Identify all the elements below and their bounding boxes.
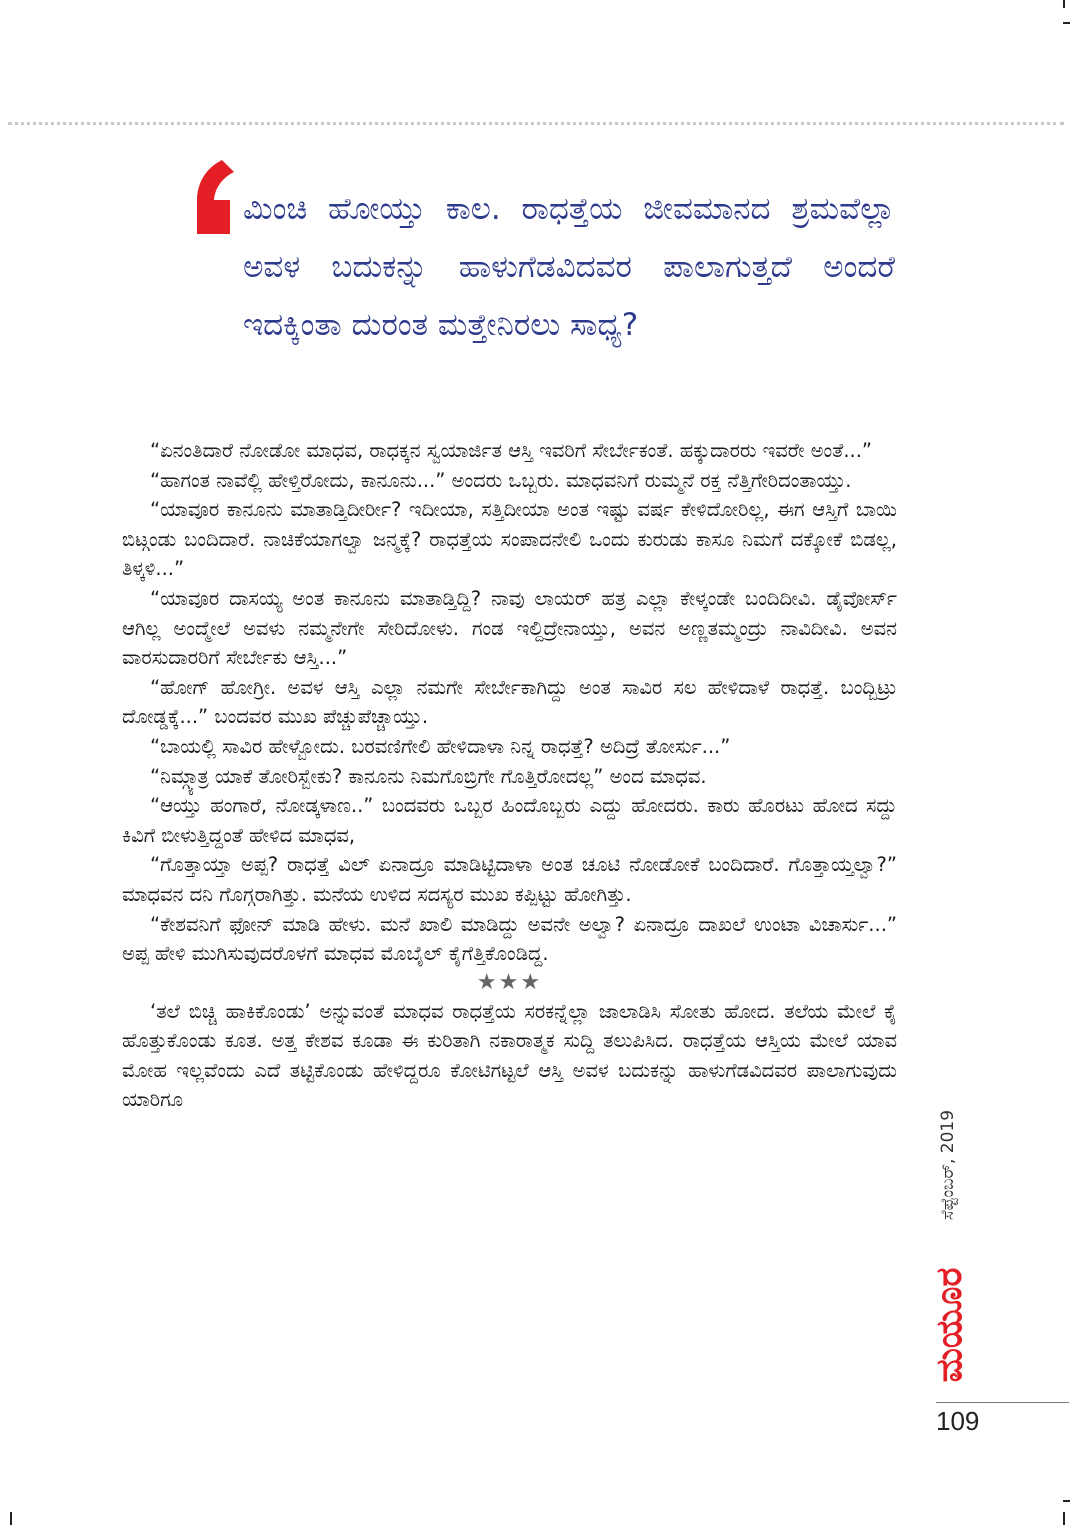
paragraph: “ಹೋಗ್ ಹೋಗ್ರೀ. ಅವಳ ಆಸ್ತಿ ಎಲ್ಲಾ ನಮಗೇ ಸೇರ್ಬೇಕಾಗಿದ್ದು ಅಂತ ಸಾವಿರ ಸಲ ಹೇಳಿದಾಳೆ ರಾಧತ್ತೆ. ಬಂದ್ಬಿಟ್ರು ದೋಡ್ಡಕ್ಕೆ...” ಬಂದವರ ಮುಖ ಪೆಚ್ಚುಪೆಚ್ಚಾಯ್ತು. [122, 675, 897, 729]
issue-date [918, 1085, 978, 1245]
magazine-logo [928, 1255, 972, 1395]
crop-mark-bottom-right [1063, 1512, 1065, 1525]
paragraph: “ಏನಂತಿದಾರೆ ನೋಡೋ ಮಾಧವ, ರಾಧಕ್ಕನ ಸ್ವಯಾರ್ಜಿತ ಆಸ್ತಿ ಇವರಿಗೆ ಸೇರ್ಬೇಕಂತೆ. ಹಕ್ಕುದಾರರು ಇವರೇ ಅಂತೆ...” [150, 439, 873, 462]
paragraph: “ಆಯ್ತು ಹಂಗಾರೆ, ನೋಡ್ಕಳಾಣ..” ಬಂದವರು ಒಬ್ಬರ ಹಿಂದೊಬ್ಬರು ಎದ್ದು ಹೋದರು. ಕಾರು ಹೊರಟು ಹೋದ ಸದ್ದು ಕಿವಿಗೆ ಬೀಳುತ್ತಿದ್ದಂತೆ ಹೇಳಿದ ಮಾಧವ, [122, 794, 897, 847]
page-number: 109 [936, 1406, 980, 1436]
article-body [122, 436, 897, 1115]
paragraph: “ಬಾಯಲ್ಲಿ ಸಾವಿರ ಹೇಳ್ಬೋದು. ಬರವಣಿಗೇಲಿ ಹೇಳಿದಾಳಾ ನಿನ್ನ ರಾಧತ್ತೆ? ಅದಿದ್ರೆ ತೋರ್ಸು...” [150, 734, 731, 758]
dotted-divider [8, 122, 1064, 125]
crop-mark-right [1063, 1500, 1070, 1502]
paragraph: “ಯಾವೂರ ದಾಸಯ್ಯ ಅಂತ ಕಾನೂನು ಮಾತಾಡ್ತಿದ್ದಿ? ನಾವು ಲಾಯರ್ ಹತ್ರ ಎಲ್ಲಾ ಕೇಳ್ಕಂಡೇ ಬಂದಿದೀವಿ. ಡೈವೋರ್ಸ್ ಆಗಿಲ್ಲ ಅಂದ್ಮೇಲೆ ಅವಳು ನಮ್ಮನೇಗೇ ಸೇರಿದೋಳು. ಗಂಡ ಇಲ್ದಿದ್ರೇನಾಯ್ತು, ಅವನ ಅಣ್ಣತಮ್ಮಂದ್ರು ನಾವಿದೀವಿ. ಅವನ ವಾರಸುದಾರರಿಗೆ ಸೇರ್ಬೇಕು ಆಸ್ತಿ...” [122, 586, 897, 670]
page-number-rule [936, 1402, 1069, 1403]
paragraph: “ಗೊತ್ತಾಯ್ತಾ ಅಪ್ಪ? ರಾಧತ್ತೆ ವಿಲ್ ಏನಾದ್ರೂ ಮಾಡಿಟ್ಟಿದಾಳಾ ಅಂತ ಚೂಟಿ ನೋಡೋಕೆ ಬಂದಿದಾರೆ. ಗೊತ್ತಾಯ್ತಲ್ವಾ?” ಮಾಧವನ ದನಿ ಗೊಗ್ಗರಾಗಿತ್ತು. ಮನೆಯ ಉಳಿದ ಸದಸ್ಯರ ಮುಖ ಕಪ್ಪಿಟ್ಟು ಹೋಗಿತ್ತು. [122, 853, 897, 906]
quote-mark-icon [192, 158, 238, 238]
paragraph: “ಹಾಗಂತ ನಾವೆಲ್ಲಿ ಹೇಳ್ತಿರೋದು, ಕಾನೂನು...” ಅಂದರು ಒಬ್ಬರು. ಮಾಧವನಿಗೆ ರುಮ್ಮನೆ ರಕ್ತ ನೆತ್ತಿಗೇರಿದಂತಾಯ್ತು. [150, 468, 852, 492]
paragraph: “ಯಾವೂರ ಕಾನೂನು ಮಾತಾಡ್ತಿದೀರ್ರೀ? ಇದೀಯಾ, ಸತ್ತಿದೀಯಾ ಅಂತ ಇಷ್ಟು ವರ್ಷ ಕೇಳಿದೋರಿಲ್ಲ, ಈಗ ಆಸ್ತಿಗೆ ಬಾಯಿ ಬಿಟ್ಗಂಡು ಬಂದಿದಾರೆ. ನಾಚಿಕೆಯಾಗಲ್ವಾ ಜನ್ಮಕ್ಕೆ? ರಾಧತ್ತೆಯ ಸಂಪಾದನೇಲಿ ಒಂದು ಕುರುಡು ಕಾಸೂ ನಿಮಗೆ ದಕ್ಕೋಕೆ ಬಿಡಲ್ಲ, ತಿಳ್ಕಳಿ...” [122, 498, 897, 581]
issue-date-text: ಸೆಪ್ಟೆಂಬರ್, 2019 [938, 1109, 958, 1221]
crop-mark-top [1063, 0, 1065, 8]
pull-quote: ಮಿಂಚಿ ಹೋಯ್ತು ಕಾಲ. ರಾಧತ್ತೆಯ ಜೀವಮಾನದ ಶ್ರಮವೆಲ್ಲಾ ಅವಳ ಬದುಕನ್ನು ಹಾಳುಗೆಡವಿದವರ ಪಾಲಾಗುತ್ತದೆ ಅಂದರೆ ಇದಕ್ಕಿಂತಾ ದುರಂತ ಮತ್ತೇನಿರಲು ಸಾಧ್ಯ? [243, 191, 895, 343]
paragraph: “ನಿಮ್ಗ್ಯಾತ್ರ ಯಾಕೆ ತೋರಿಸ್ಬೇಕು? ಕಾನೂನು ನಿಮಗೊಬ್ರಿಗೇ ಗೊತ್ತಿರೋದಲ್ಲ” ಅಂದ ಮಾಧವ. [150, 764, 707, 788]
crop-mark-top-right [1063, 22, 1070, 24]
section-separator: ★★★ [476, 969, 543, 995]
paragraph: “ಕೇಶವನಿಗೆ ಫೋನ್ ಮಾಡಿ ಹೇಳು. ಮನೆ ಖಾಲಿ ಮಾಡಿದ್ದು ಅವನೇ ಅಲ್ವಾ? ಏನಾದ್ರೂ ದಾಖಲೆ ಉಂಟಾ ವಿಚಾರ್ಸು...” ಅಪ್ಪ ಹೇಳಿ ಮುಗಿಸುವುದರೊಳಗೆ ಮಾಧವ ಮೊಬೈಲ್ ಕೈಗೆತ್ತಿಕೊಂಡಿದ್ದ. [122, 912, 897, 966]
paragraph: ‘ತಲೆ ಬಿಚ್ಚಿ ಹಾಕಿಕೊಂಡು’ ಅನ್ನುವಂತೆ ಮಾಧವ ರಾಧತ್ತೆಯ ಸರಕನ್ನೆಲ್ಲಾ ಜಾಲಾಡಿಸಿ ಸೋತು ಹೋದ. ತಲೆಯ ಮೇಲೆ ಕೈ ಹೊತ್ತುಕೊಂಡು ಕೂತ. ಅತ್ತ ಕೇಶವ ಕೂಡಾ ಈ ಕುರಿತಾಗಿ ನಕಾರಾತ್ಮಕ ಸುದ್ದಿ ತಲುಪಿಸಿದ. ರಾಧತ್ತೆಯ ಆಸ್ತಿಯ ಮೇಲೆ ಯಾವ ಮೋಹ ಇಲ್ಲವೆಂದು ಎದೆ ತಟ್ಟಿಕೊಂಡು ಹೇಳಿದ್ದರೂ ಕೋಟಿಗಟ್ಟಲೆ ಆಸ್ತಿ ಅವಳ ಬದುಕನ್ನು ಹಾಳುಗೆಡವಿದವರ ಪಾಲಾಗುವುದು ಯಾರಿಗೂ [122, 999, 897, 1112]
crop-mark-bottom-left [10, 1512, 12, 1525]
magazine-logo-text: ಮಯೂರ [929, 1267, 970, 1383]
